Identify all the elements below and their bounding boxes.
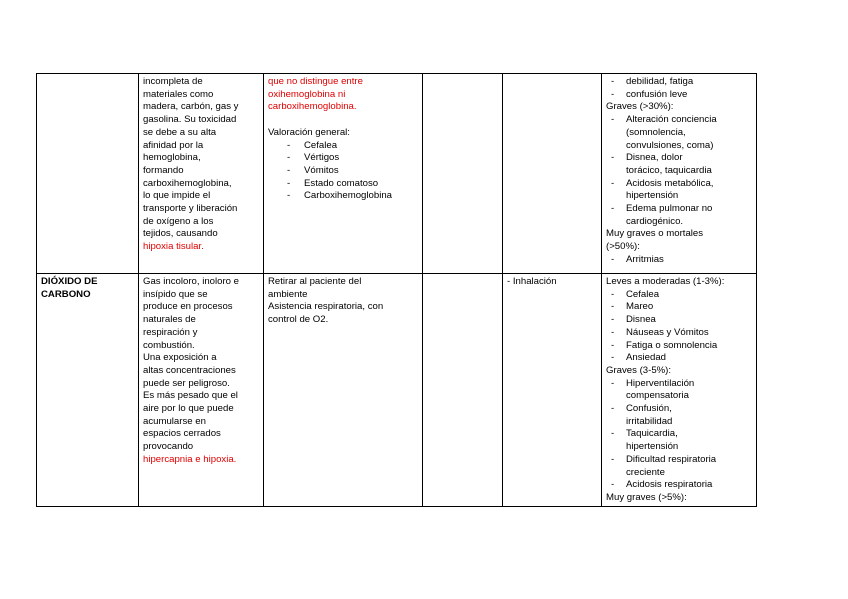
symptom-item-line: - Alteración conciencia <box>626 114 717 126</box>
symptom-item: - Mareo <box>606 301 752 314</box>
description-line: combustión. <box>143 339 195 351</box>
symptom-item: - confusión leve <box>606 89 752 102</box>
symptom-item-line: (somnolencia, <box>626 126 686 138</box>
graves-label: Graves (3-5%): <box>606 364 672 376</box>
assessment-item: - Carboxihemoglobina <box>268 190 418 203</box>
exposure-route: - Inhalación <box>507 276 557 287</box>
symptom-item-line: creciente <box>626 466 665 478</box>
description-line: produce en procesos <box>143 301 233 313</box>
description-line: lo que impide el <box>143 190 211 202</box>
symptom-item-line: - Disnea, dolor <box>626 152 683 164</box>
symptom-item <box>606 203 752 228</box>
toxicology-table <box>36 73 757 507</box>
symptom-item <box>606 152 752 177</box>
description-line: puede ser peligroso. <box>143 377 230 389</box>
symptom-item <box>606 428 752 453</box>
symptom-item-line: - Acidosis metabólica, <box>626 177 714 189</box>
cell-substance-empty <box>37 74 139 274</box>
symptom-item: - Arritmias <box>606 254 752 267</box>
assessment-item: - Estado comatoso <box>268 178 418 191</box>
substance-name: DIÓXIDO DE <box>41 276 98 287</box>
cell-exposure <box>503 274 602 507</box>
symptom-item-line: torácico, taquicardia <box>626 164 712 176</box>
symptom-item: - Cefalea <box>606 289 752 302</box>
symptom-item-line: hipertensión <box>626 441 679 453</box>
symptom-item-line: irritabilidad <box>626 415 673 427</box>
description-line: de oxígeno a los <box>143 215 214 227</box>
description-line: insípido que se <box>143 288 208 300</box>
symptom-item <box>606 454 752 479</box>
description-line: espacios cerrados <box>143 428 221 440</box>
description-line: tejidos, causando <box>143 228 218 240</box>
description-line: incompleta de <box>143 76 203 87</box>
symptom-item-line: compensatoria <box>626 390 689 402</box>
description-line: Gas incoloro, inoloro e <box>143 276 239 287</box>
symptom-item: - Disnea <box>606 314 752 327</box>
symptom-item <box>606 403 752 428</box>
description-line: madera, carbón, gas y <box>143 101 239 113</box>
symptom-item-line: - Acidosis respiratoria <box>626 479 713 491</box>
treatment-line: Retirar al paciente del <box>268 276 362 287</box>
symptom-item-line: convulsiones, coma) <box>626 139 714 151</box>
leves-label: Leves a moderadas (1-3%): <box>606 276 725 287</box>
symptom-item-line: - Dificultad respiratoria <box>626 453 717 465</box>
description-line: materiales como <box>143 88 214 100</box>
description-line: gasolina. Su toxicidad <box>143 114 237 126</box>
treatment-line: control de O2. <box>268 314 329 326</box>
symptom-item <box>606 479 752 492</box>
assessment-item: - Cefalea <box>268 140 418 153</box>
cell-description <box>139 274 264 507</box>
symptom-item-line: - Taquicardia, <box>626 428 678 440</box>
description-line: naturales de <box>143 314 196 326</box>
description-line: carboxihemoglobina, <box>143 177 232 189</box>
highlight-line: carboxihemoglobina. <box>268 101 357 113</box>
cell-exposure-empty <box>503 74 602 274</box>
description-line: se debe a su alta <box>143 126 217 138</box>
muy-graves-label: Muy graves o mortales <box>606 228 704 240</box>
symptom-item: - Ansiedad <box>606 352 752 365</box>
symptom-item <box>606 178 752 203</box>
assessment-heading: Valoración general: <box>268 126 350 138</box>
highlight-text: hipercapnia e hipoxia. <box>143 453 237 465</box>
graves-label: Graves (>30%): <box>606 101 674 113</box>
assessment-item: - Vómitos <box>268 165 418 178</box>
description-line: provocando <box>143 441 194 453</box>
highlight-line: oxihemoglobina ni <box>268 88 346 100</box>
cell-empty-1 <box>423 74 503 274</box>
table-row-co2 <box>37 274 757 507</box>
muy-graves-label: (>50%): <box>606 241 640 253</box>
highlight-line: que no distingue entre <box>268 76 363 87</box>
symptom-item-line: - Hiperventilación <box>626 377 695 389</box>
description-line: formando <box>143 164 184 176</box>
cell-empty-1 <box>423 274 503 507</box>
description-line: Una exposición a <box>143 352 217 364</box>
description-line: Es más pesado que el <box>143 390 238 402</box>
description-line: acumularse en <box>143 415 206 427</box>
cell-treatment <box>264 74 423 274</box>
description-line: hemoglobina, <box>143 152 201 164</box>
description-line: respiración y <box>143 326 198 338</box>
symptom-item-line: cardiogénico. <box>626 215 684 227</box>
substance-name: CARBONO <box>41 288 91 300</box>
highlight-text: hipoxia tisular. <box>143 241 204 253</box>
description-line: aire por lo que puede <box>143 403 234 415</box>
table-row-continuation <box>37 74 757 274</box>
symptom-item-line: hipertensión <box>626 190 679 202</box>
symptom-item: - debilidad, fatiga <box>606 76 752 89</box>
cell-symptoms <box>602 274 757 507</box>
cell-substance-name <box>37 274 139 507</box>
assessment-item: - Vértigos <box>268 152 418 165</box>
muy-graves-label: Muy graves (>5%): <box>606 491 687 503</box>
treatment-line: Asistencia respiratoria, con <box>268 301 384 313</box>
symptom-item-line: - Edema pulmonar no <box>626 203 713 215</box>
symptom-item-line: - Confusión, <box>626 403 672 415</box>
symptom-item <box>606 378 752 403</box>
description-line: transporte y liberación <box>143 203 238 215</box>
description-line: afinidad por la <box>143 139 204 151</box>
symptom-item <box>606 114 752 152</box>
cell-symptoms <box>602 74 757 274</box>
cell-description <box>139 74 264 274</box>
symptom-item: - Fatiga o somnolencia <box>606 340 752 353</box>
treatment-line: ambiente <box>268 288 308 300</box>
symptom-item: - Náuseas y Vómitos <box>606 327 752 340</box>
cell-treatment <box>264 274 423 507</box>
description-line: altas concentraciones <box>143 364 236 376</box>
